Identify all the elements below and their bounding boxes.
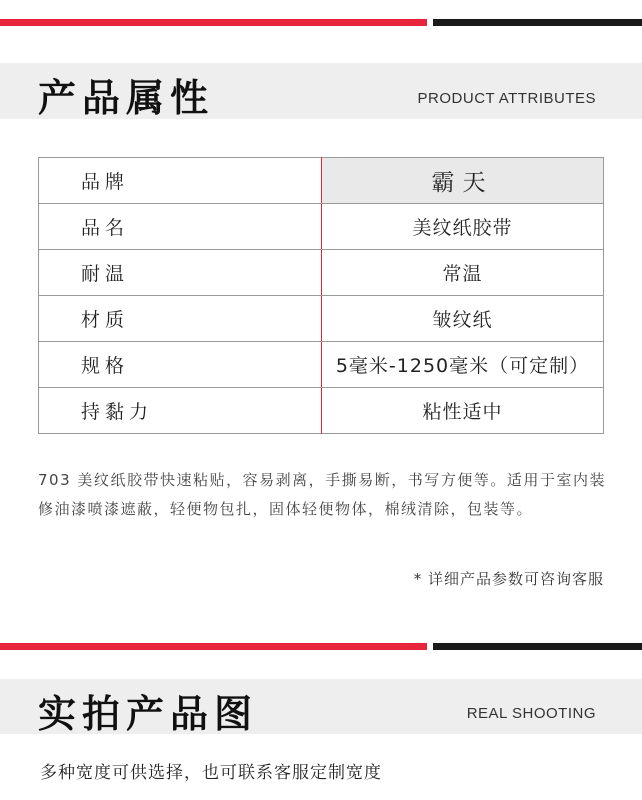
shooting-subtitle: REAL SHOOTING: [466, 705, 596, 722]
table-row: [39, 204, 604, 250]
product-description: 703 美纹纸胶带快速粘贴，容易剥离，手撕易断，书写方便等。适用于室内装修油漆喷漆遮蔽，轻便物包扎，固体轻便物体，棉绒清除，包装等。: [38, 471, 606, 518]
top-divider-red: [0, 19, 427, 26]
attributes-subtitle: PRODUCT ATTRIBUTES: [417, 90, 596, 107]
mid-divider-black: [433, 643, 642, 650]
attributes-table: [38, 157, 604, 434]
shooting-header: [0, 679, 642, 734]
width-options-text: 多种宽度可供选择，也可联系客服定制宽度: [40, 763, 382, 783]
attribute-value: 霸天: [322, 158, 604, 204]
attributes-title: 产品属性: [38, 76, 215, 120]
attribute-key: 耐温: [39, 250, 322, 296]
consult-note: * 详细产品参数可咨询客服: [413, 570, 604, 588]
attribute-value: 美纹纸胶带: [322, 204, 604, 250]
attribute-value: 粘性适中: [322, 388, 604, 434]
table-row: [39, 158, 604, 204]
table-row: [39, 250, 604, 296]
attribute-key: 品名: [39, 204, 322, 250]
table-row: [39, 342, 604, 388]
attributes-header: [0, 63, 642, 119]
attribute-key: 规格: [39, 342, 322, 388]
shooting-title: 实拍产品图: [38, 692, 259, 736]
attribute-key: 材质: [39, 296, 322, 342]
attribute-value: 常温: [322, 250, 604, 296]
table-row: [39, 388, 604, 434]
mid-divider-red: [0, 643, 427, 650]
attribute-key: 持黏力: [39, 388, 322, 434]
attribute-value: 5毫米-1250毫米（可定制）: [322, 342, 604, 388]
top-divider-black: [433, 19, 642, 26]
attribute-key: 品牌: [39, 158, 322, 204]
attribute-value: 皱纹纸: [322, 296, 604, 342]
table-row: [39, 296, 604, 342]
